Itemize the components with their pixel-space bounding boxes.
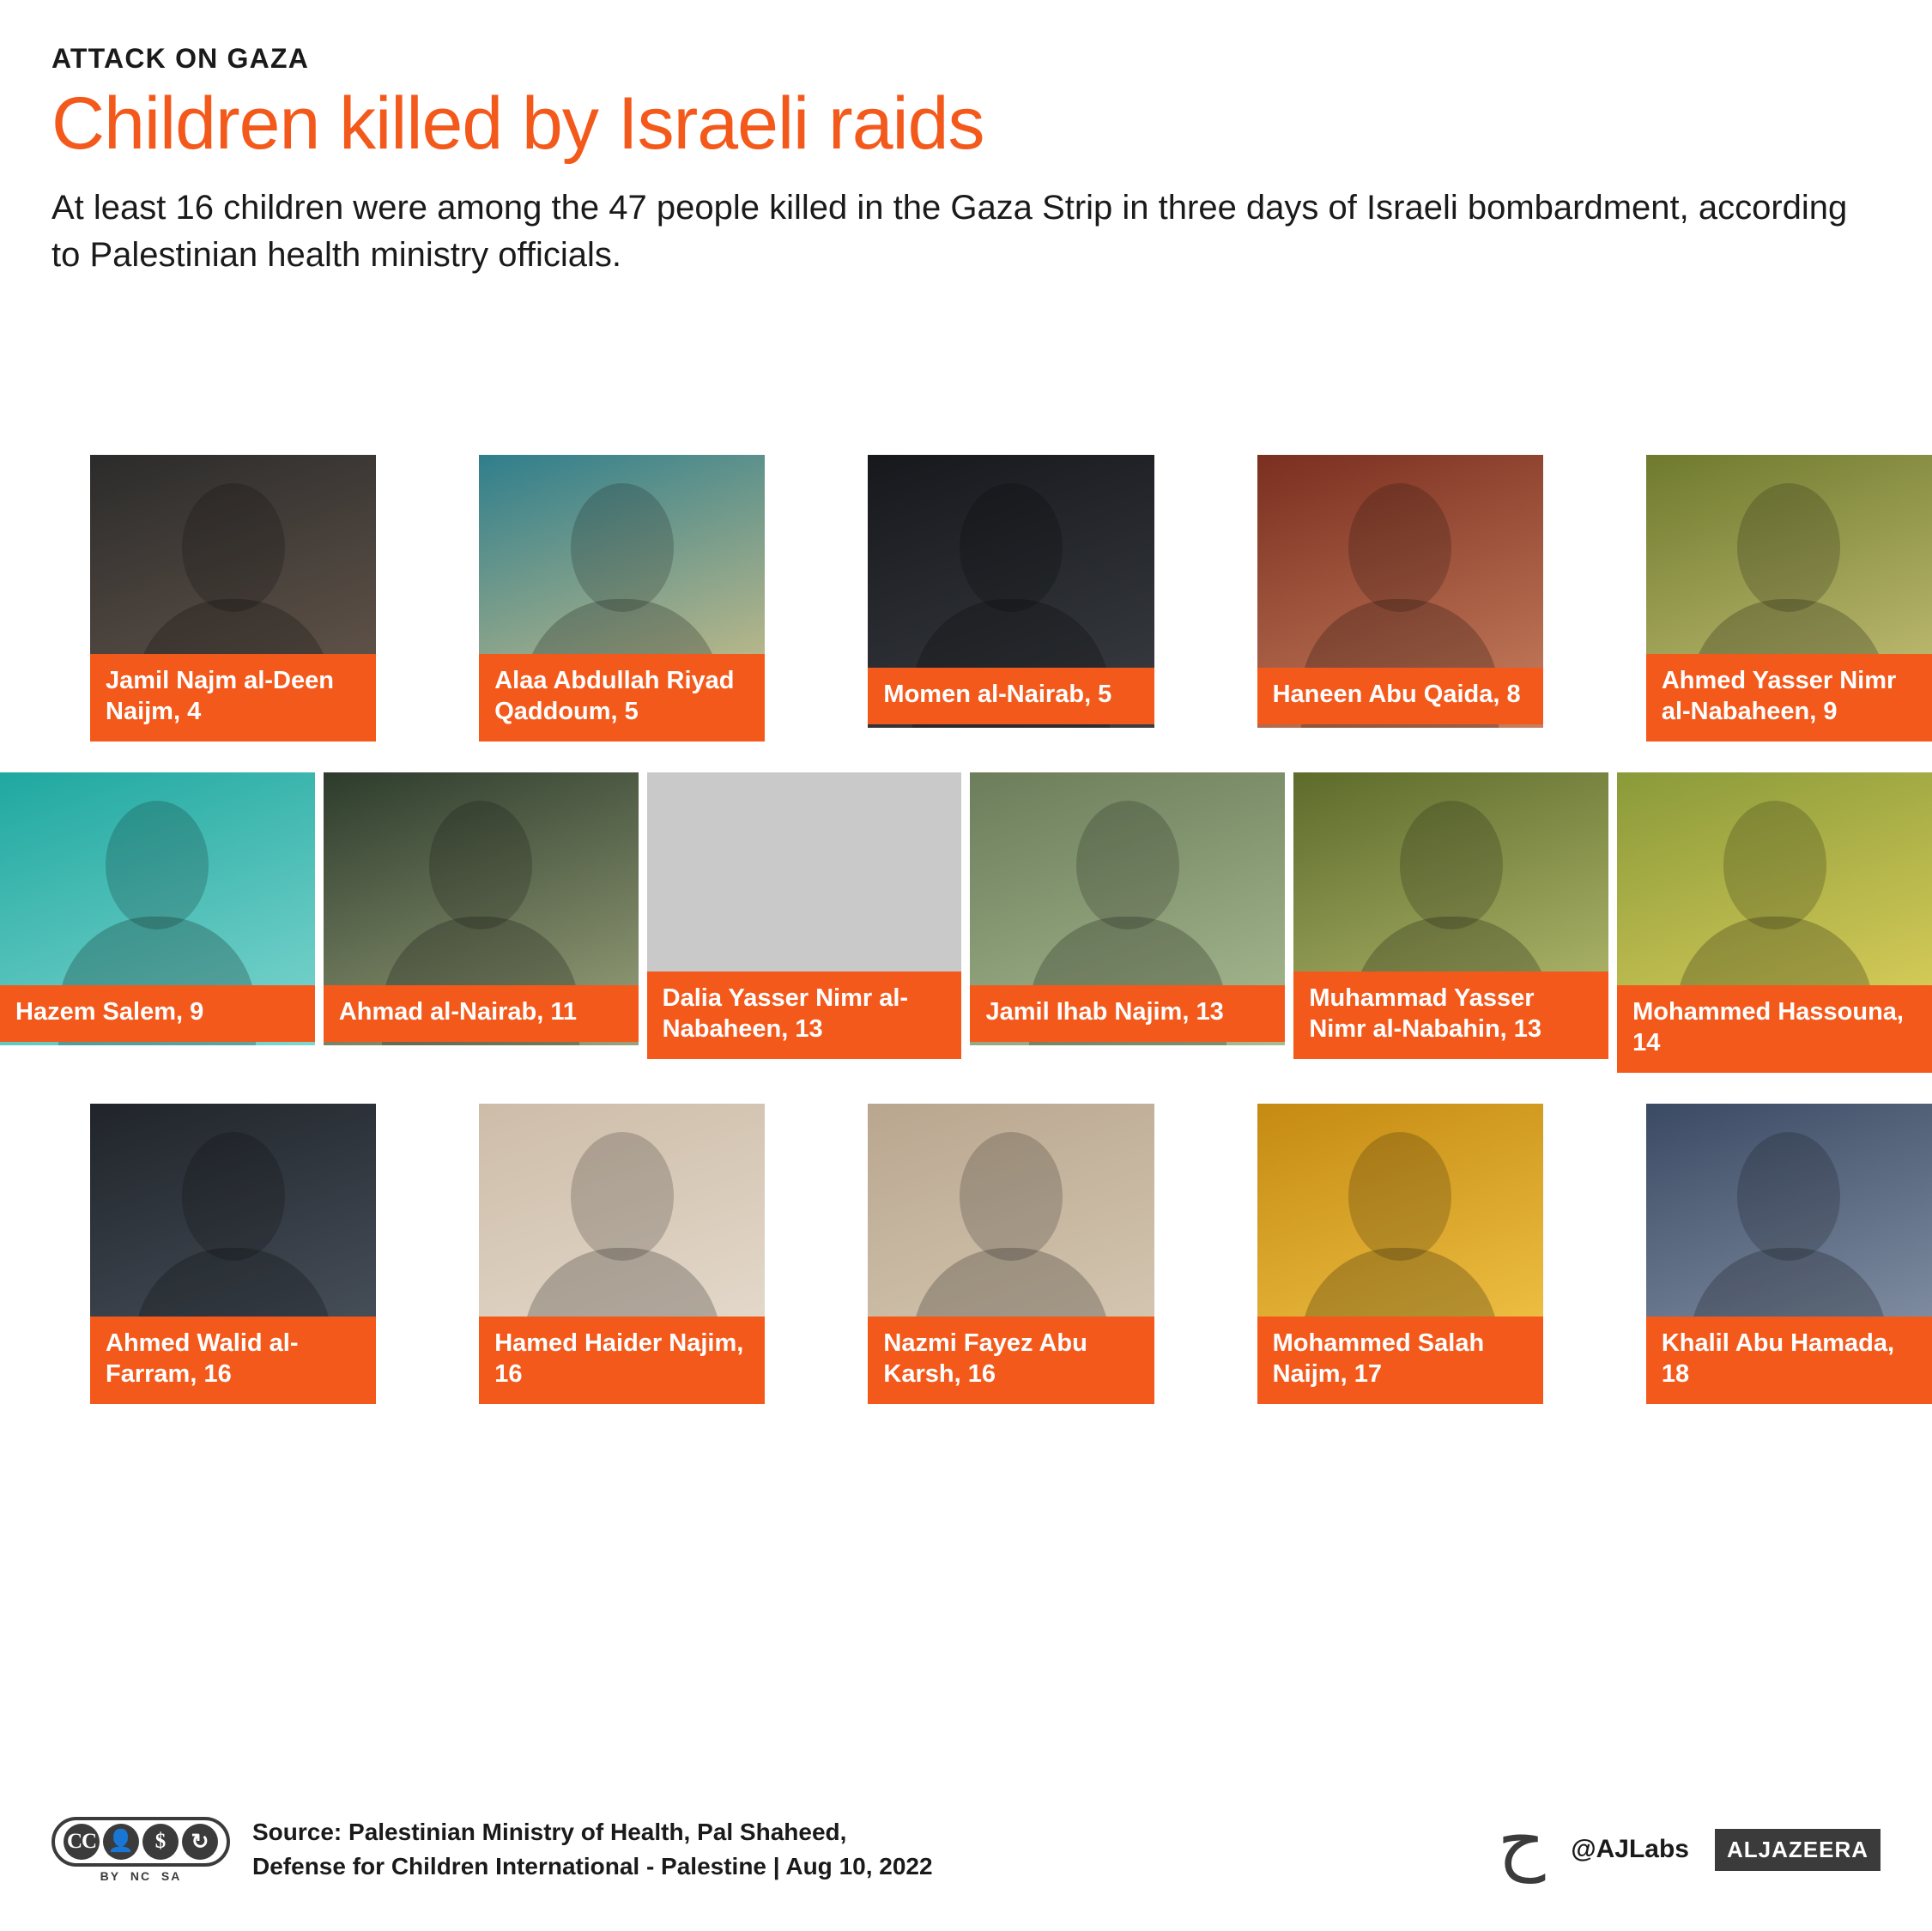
victim-card	[1646, 1104, 1932, 1404]
victim-card	[970, 772, 1285, 1042]
cc-sa-icon: ↻	[182, 1824, 218, 1860]
victim-name-label: Jamil Najm al-Deen Naijm, 4	[90, 654, 376, 742]
victim-name-label: Mohammed Salah Naijm, 17	[1257, 1317, 1543, 1404]
subheadline: At least 16 children were among the 47 people killed in the Gaza Strip in three days of Israeli bombardment, according to Palestinian health ministry officials.	[51, 188, 1848, 274]
victim-card	[647, 772, 962, 1059]
source-line-1: Source: Palestinian Ministry of Health, Pal Shaheed,	[252, 1819, 847, 1846]
ajlabs-handle: @AJLabs	[1571, 1835, 1689, 1863]
victim-name-label: Ahmad al-Nairab, 11	[324, 985, 639, 1042]
creative-commons-icon	[51, 1817, 230, 1883]
victims-row-2	[0, 772, 1932, 1073]
victim-name-label: Hazem Salem, 9	[0, 985, 315, 1042]
kicker: ATTACK ON GAZA	[51, 43, 310, 74]
victim-card	[868, 455, 1154, 724]
aljazeera-calligraphy-icon: ح	[1497, 1800, 1546, 1882]
victim-card	[479, 455, 765, 742]
victim-name-label: Jamil Ihab Najim, 13	[970, 985, 1285, 1042]
victim-name-label: Haneen Abu Qaida, 8	[1257, 668, 1543, 724]
victim-card	[90, 1104, 376, 1404]
cc-nc-icon: $	[142, 1824, 179, 1860]
victim-card	[479, 1104, 765, 1404]
victim-card	[1257, 455, 1543, 724]
cc-icon: CC	[64, 1824, 100, 1860]
aljazeera-logo: ALJAZEERA	[1715, 1829, 1881, 1871]
victim-card	[1646, 455, 1932, 742]
victim-name-label: Nazmi Fayez Abu Karsh, 16	[868, 1317, 1154, 1404]
victim-name-label: Ahmed Yasser Nimr al-Nabaheen, 9	[1646, 654, 1932, 742]
victim-card	[1293, 772, 1608, 1059]
victim-card	[868, 1104, 1154, 1404]
header	[0, 0, 1932, 279]
victim-card	[0, 772, 315, 1042]
source-line-2: Defense for Children International - Palestine | Aug 10, 2022	[252, 1853, 933, 1880]
victim-name-label: Momen al-Nairab, 5	[868, 668, 1154, 724]
victims-grid	[0, 455, 1932, 1435]
victim-name-label: Muhammad Yasser Nimr al-Nabahin, 13	[1293, 972, 1608, 1059]
victim-name-label: Mohammed Hassouna, 14	[1617, 985, 1932, 1073]
victim-name-label: Alaa Abdullah Riyad Qaddoum, 5	[479, 654, 765, 742]
source-credit	[252, 1815, 933, 1884]
victims-row-3	[0, 1104, 1932, 1404]
victim-name-label: Hamed Haider Najim, 16	[479, 1317, 765, 1404]
footer-right	[1497, 1800, 1881, 1886]
victims-row-1	[0, 455, 1932, 742]
victim-card	[1257, 1104, 1543, 1404]
page-title: Children killed by Israeli raids	[51, 82, 984, 165]
victim-name-label: Ahmed Walid al-Farram, 16	[90, 1317, 376, 1404]
victim-name-label: Khalil Abu Hamada, 18	[1646, 1317, 1932, 1404]
victim-card	[90, 455, 376, 742]
footer-left	[51, 1815, 933, 1884]
victim-name-label: Dalia Yasser Nimr al-Nabaheen, 13	[647, 972, 962, 1059]
victim-card	[324, 772, 639, 1042]
cc-terms-label: BY NC SA	[100, 1868, 182, 1883]
victim-card	[1617, 772, 1932, 1073]
cc-by-icon: 👤	[103, 1824, 139, 1860]
footer	[0, 1768, 1932, 1931]
